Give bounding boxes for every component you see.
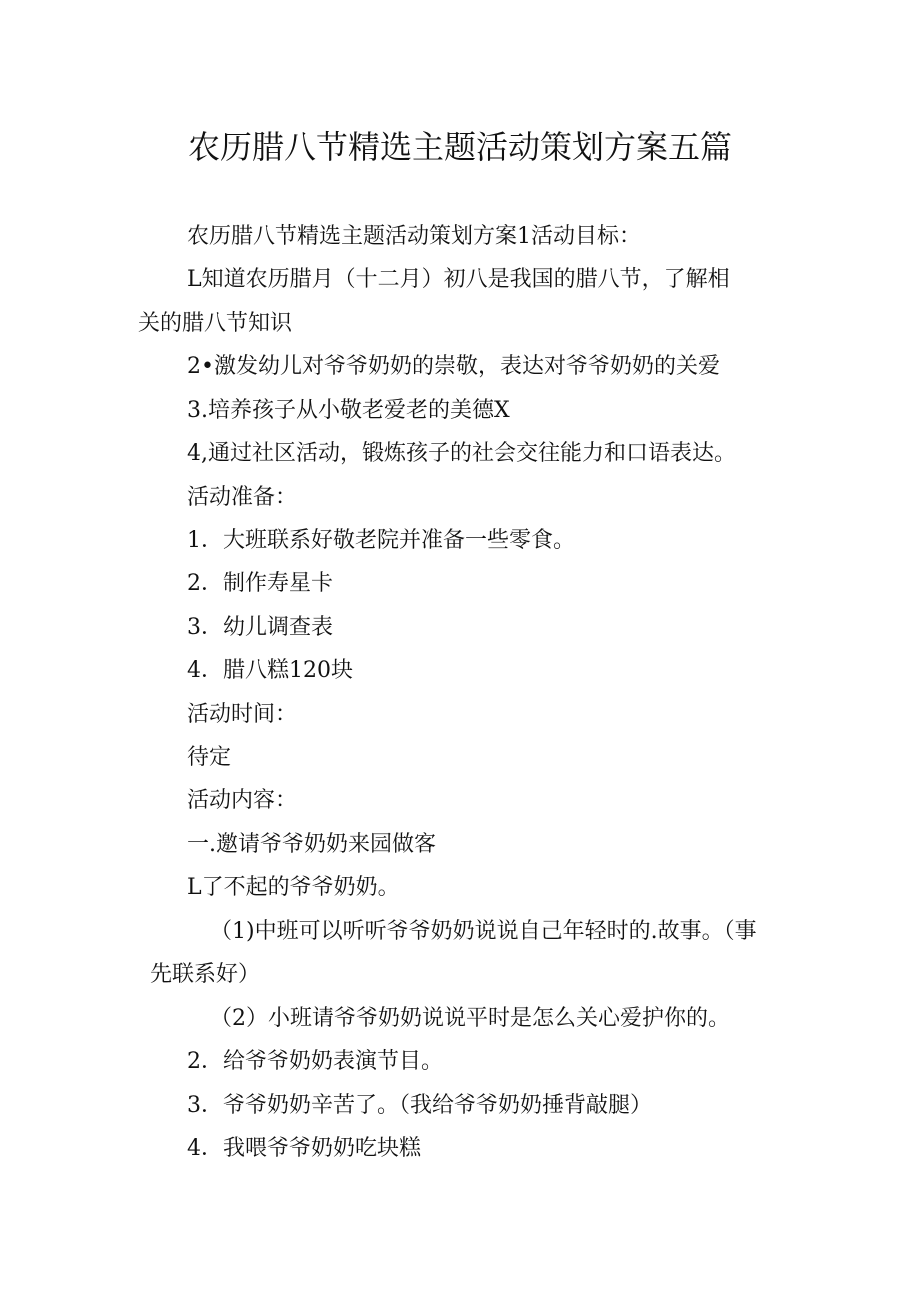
paragraph-line: 农历腊八节精选主题活动策划方案1活动目标：: [187, 224, 641, 249]
list-item: 1．大班联系好敬老院并准备一些零食。: [187, 528, 575, 553]
paragraph-line: 关的腊八节知识: [138, 311, 293, 336]
list-item: 2．制作寿星卡: [187, 571, 333, 596]
paragraph-line: 4,通过社区活动，锻炼孩子的社会交往能力和口语表达。: [187, 441, 736, 466]
section-heading: 活动内容：: [187, 788, 298, 813]
paragraph-line: 待定: [187, 745, 232, 770]
list-item: 4．腊八糕120块: [187, 658, 353, 683]
list-item: 4．我喂爷爷奶奶吃块糕: [187, 1136, 421, 1161]
document-title: 农历腊八节精选主题活动策划方案五篇: [187, 128, 732, 166]
list-item: L了不起的爷爷奶奶。: [187, 875, 400, 900]
paragraph-line: 3.培养孩子从小敬老爱老的美德X: [187, 398, 510, 423]
list-item: 2．给爷爷奶奶表演节目。: [187, 1049, 443, 1074]
section-heading: 活动准备：: [187, 485, 298, 510]
sub-list-item: （1)中班可以听听爷爷奶奶说说自己年轻时的.故事。（事: [210, 919, 757, 944]
list-item: 一.邀请爷爷奶奶来园做客: [187, 832, 436, 857]
list-item: 3．爷爷奶奶辛苦了。（我给爷爷奶奶捶背敲腿）: [187, 1093, 652, 1118]
sub-list-item: （2）小班请爷爷奶奶说说平时是怎么关心爱护你的。: [210, 1006, 730, 1031]
paragraph-line: L知道农历腊月（十二月）初八是我国的腊八节，了解相: [187, 267, 730, 292]
paragraph-line: 先联系好）: [150, 962, 261, 987]
paragraph-line: 2•激发幼儿对爷爷奶奶的崇敬，表达对爷爷奶奶的关爱: [187, 354, 720, 379]
list-item: 3．幼儿调查表: [187, 615, 333, 640]
section-heading: 活动时间：: [187, 702, 298, 727]
